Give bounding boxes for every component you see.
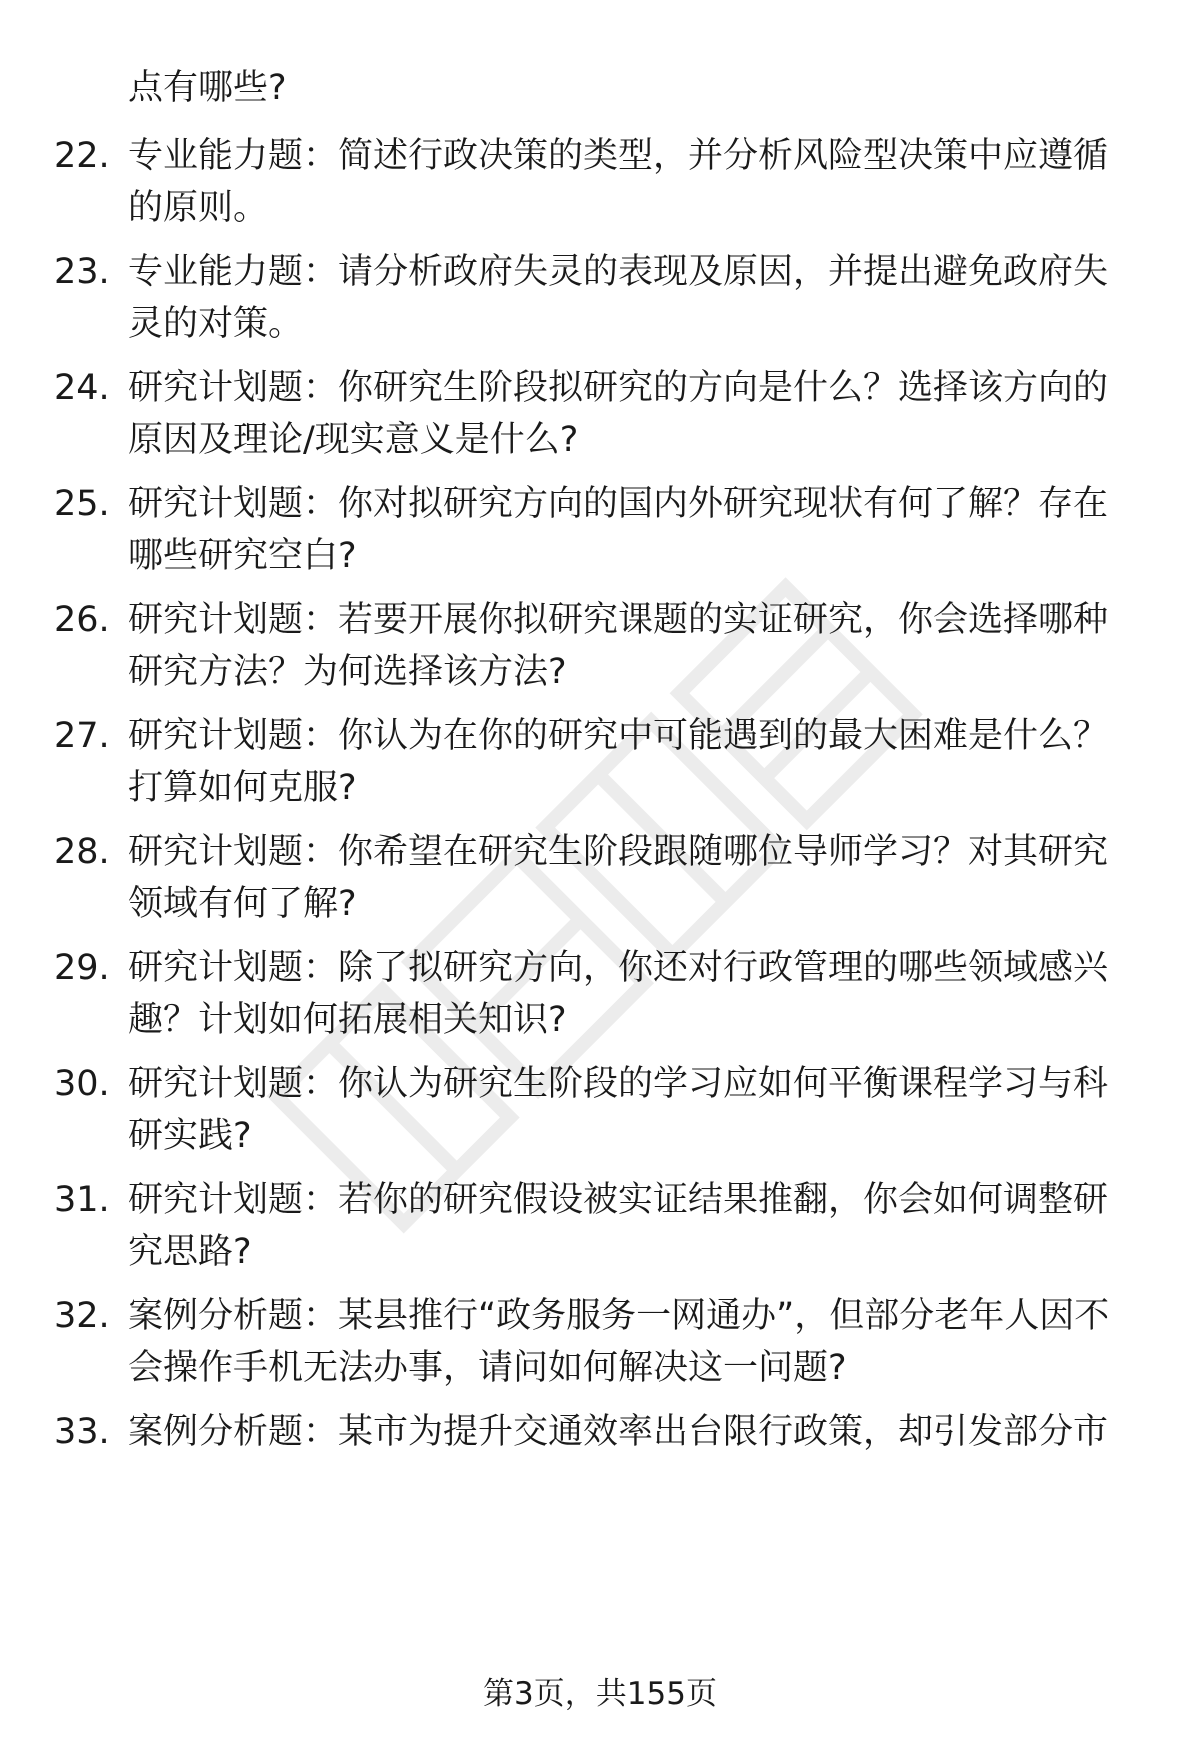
question-number: 26. — [54, 600, 110, 640]
question-number: 27. — [54, 716, 110, 756]
question-number: 23. — [54, 252, 110, 292]
question-number: 22. — [54, 136, 110, 176]
question-text: 研究计划题：你对拟研究方向的国内外研究现状有何了解？存在哪些研究空白? — [128, 484, 1109, 576]
page-number-footer: 第3页，共155页 — [483, 1676, 717, 1712]
question-number: 32. — [54, 1296, 110, 1336]
question-text: 研究计划题：你希望在研究生阶段跟随哪位导师学习？对其研究领域有何了解? — [128, 832, 1109, 924]
question-number: 30. — [54, 1064, 110, 1104]
question-number: 29. — [54, 948, 110, 988]
continued-question-text: 点有哪些? — [128, 68, 287, 108]
question-text: 研究计划题：若你的研究假设被实证结果推翻，你会如何调整研究思路? — [128, 1180, 1109, 1272]
question-text: 研究计划题：除了拟研究方向，你还对行政管理的哪些领域感兴趣？计划如何拓展相关知识? — [128, 948, 1109, 1040]
question-text: 案例分析题：某县推行“政务服务一网通办”，但部分老年人因不会操作手机无法办事，请问如何解决这一问题? — [128, 1296, 1110, 1388]
question-text: 研究计划题：若要开展你拟研究课题的实证研究，你会选择哪种研究方法？为何选择该方法? — [128, 600, 1109, 692]
question-text: 案例分析题：某市为提升交通效率出台限行政策，却引发部分市 — [128, 1412, 1109, 1452]
question-text: 研究计划题：你研究生阶段拟研究的方向是什么？选择该方向的原因及理论/现实意义是什么? — [128, 368, 1109, 460]
question-text: 研究计划题：你认为在你的研究中可能遇到的最大困难是什么？打算如何克服? — [128, 716, 1109, 808]
question-number: 28. — [54, 832, 110, 872]
question-number: 33. — [54, 1412, 110, 1452]
question-text: 研究计划题：你认为研究生阶段的学习应如何平衡课程学习与科研实践? — [128, 1064, 1109, 1156]
question-number: 31. — [54, 1180, 110, 1220]
question-text: 专业能力题：简述行政决策的类型，并分析风险型决策中应遵循的原则。 — [128, 136, 1109, 228]
question-text: 专业能力题：请分析政府失灵的表现及原因，并提出避免政府失灵的对策。 — [128, 252, 1109, 344]
question-number: 24. — [54, 368, 110, 408]
question-number: 25. — [54, 484, 110, 524]
